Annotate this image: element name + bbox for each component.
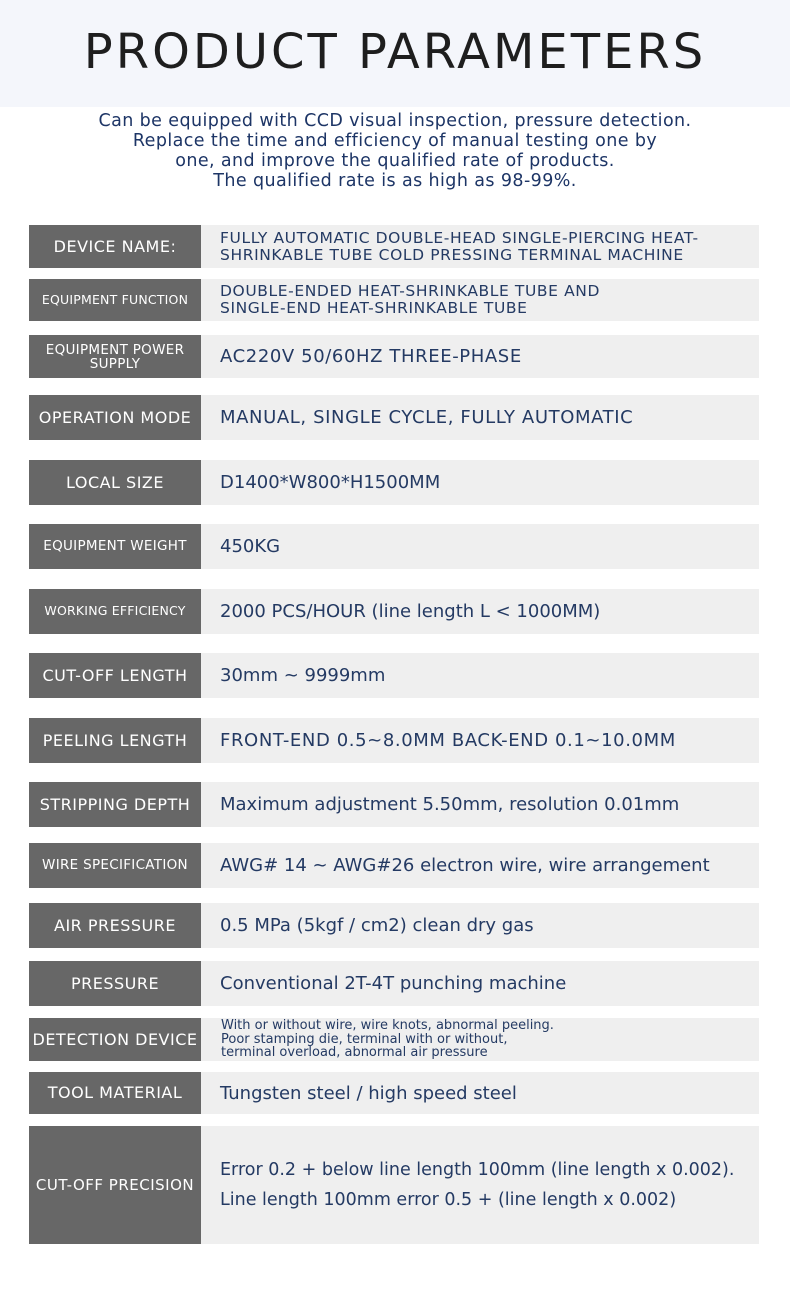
page-title: PRODUCT PARAMETERS [83, 24, 707, 80]
param-row-device-name [29, 225, 759, 268]
param-label: WORKING EFFICIENCY [29, 589, 201, 634]
param-value-line: With or without wire, wire knots, abnormal peeling. [221, 1018, 554, 1034]
param-label: OPERATION MODE [29, 395, 201, 440]
param-row-equipment-function [29, 279, 759, 321]
param-row-stripping-depth [29, 782, 759, 827]
intro-text [20, 111, 770, 191]
param-row-cut-off-precision [29, 1126, 759, 1244]
param-value [201, 589, 759, 634]
param-value [201, 653, 759, 698]
param-row-tool-material [29, 1072, 759, 1114]
param-value [201, 460, 759, 505]
param-value [201, 961, 759, 1006]
param-label: PEELING LENGTH [29, 718, 201, 763]
param-value-line: MANUAL, SINGLE CYCLE, FULLY AUTOMATIC [220, 407, 634, 428]
param-value-line: SHRINKABLE TUBE COLD PRESSING TERMINAL MACHINE [220, 245, 684, 264]
param-row-detection-device [29, 1018, 759, 1061]
param-value [201, 335, 759, 378]
param-row-pressure [29, 961, 759, 1006]
param-label: CUT-OFF PRECISION [29, 1126, 201, 1244]
param-label-line: SUPPLY [89, 355, 141, 372]
param-value [201, 524, 759, 569]
param-value-line: AC220V 50/60HZ THREE-PHASE [220, 346, 522, 367]
param-row-local-size [29, 460, 759, 505]
param-label: LOCAL SIZE [29, 460, 201, 505]
param-label [29, 335, 201, 378]
param-value-line: D1400*W800*H1500MM [220, 472, 441, 493]
param-value-line: 30mm ~ 9999mm [220, 665, 386, 686]
param-value-line: 0.5 MPa (5kgf / cm2) clean dry gas [220, 915, 534, 936]
param-row-air-pressure [29, 903, 759, 948]
param-label: DETECTION DEVICE [29, 1018, 201, 1061]
param-label: CUT-OFF LENGTH [29, 653, 201, 698]
param-value-line: Conventional 2T-4T punching machine [220, 973, 567, 994]
param-value-line: 2000 PCS/HOUR (line length L < 1000MM) [220, 601, 601, 622]
param-label: STRIPPING DEPTH [29, 782, 201, 827]
param-value [201, 1018, 759, 1061]
param-row-wire-specification [29, 843, 759, 888]
param-value [201, 395, 759, 440]
param-row-peeling-length [29, 718, 759, 763]
param-value-line: terminal overload, abnormal air pressure [221, 1045, 488, 1061]
param-value-line: FULLY AUTOMATIC DOUBLE-HEAD SINGLE-PIERCING HEAT- [220, 228, 699, 247]
param-value [201, 782, 759, 827]
param-label: PRESSURE [29, 961, 201, 1006]
param-value [201, 225, 759, 268]
param-value-line: Error 0.2 + below line length 100mm (line length x 0.002). [220, 1160, 735, 1180]
param-value-line: DOUBLE-ENDED HEAT-SHRINKABLE TUBE AND [220, 282, 601, 300]
intro-line: one, and improve the qualified rate of products. [175, 151, 615, 171]
param-row-operation-mode [29, 395, 759, 440]
param-value [201, 279, 759, 321]
param-value-line: FRONT-END 0.5~8.0MM BACK-END 0.1~10.0MM [220, 730, 676, 751]
param-value [201, 903, 759, 948]
param-label-line: EQUIPMENT POWER [45, 341, 185, 358]
param-label: TOOL MATERIAL [29, 1072, 201, 1114]
intro-line: Can be equipped with CCD visual inspection, pressure detection. [98, 111, 692, 131]
param-value-line: AWG# 14 ~ AWG#26 electron wire, wire arrangement [220, 855, 710, 876]
param-value-line: Line length 100mm error 0.5 + (line length x 0.002) [220, 1190, 677, 1210]
intro-line: Replace the time and efficiency of manual testing one by [132, 131, 658, 151]
param-row-equipment-weight [29, 524, 759, 569]
param-label: DEVICE NAME: [29, 225, 201, 268]
param-value [201, 718, 759, 763]
param-value [201, 843, 759, 888]
param-label: AIR PRESSURE [29, 903, 201, 948]
param-row-cut-off-length [29, 653, 759, 698]
param-label: WIRE SPECIFICATION [29, 843, 201, 888]
param-value-line: Maximum adjustment 5.50mm, resolution 0.01mm [220, 794, 680, 815]
param-label: EQUIPMENT WEIGHT [29, 524, 201, 569]
param-value-line: 450KG [220, 536, 281, 557]
param-value-line: Poor stamping die, terminal with or without, [221, 1031, 508, 1047]
param-value [201, 1072, 759, 1114]
intro-line: The qualified rate is as high as 98-99%. [213, 171, 577, 191]
param-row-working-efficiency [29, 589, 759, 634]
header-band [0, 0, 790, 107]
param-value-line: Tungsten steel / high speed steel [220, 1082, 517, 1104]
param-label: EQUIPMENT FUNCTION [29, 279, 201, 321]
param-value [201, 1126, 759, 1244]
param-value-line: SINGLE-END HEAT-SHRINKABLE TUBE [220, 299, 528, 317]
param-row-power-supply [29, 335, 759, 378]
